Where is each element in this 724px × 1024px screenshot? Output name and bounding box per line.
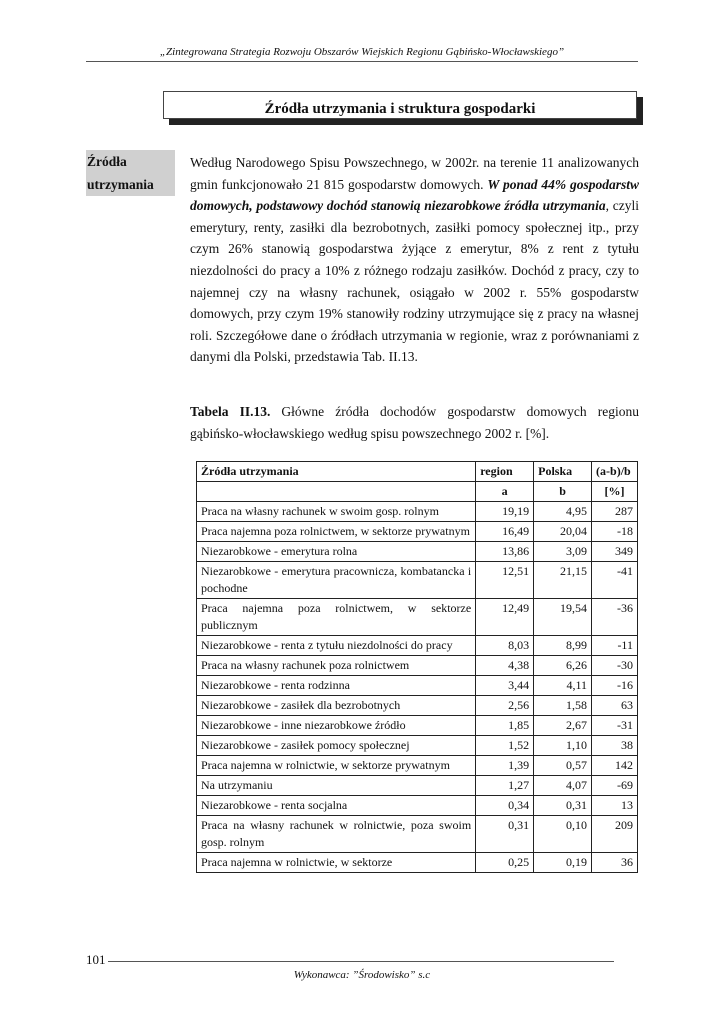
row-region: 19,19 xyxy=(476,502,534,522)
table-body xyxy=(197,502,638,873)
subheader-a: a xyxy=(476,482,534,502)
row-ratio: 349 xyxy=(592,542,638,562)
row-region: 12,49 xyxy=(476,599,534,636)
subheader-b: b xyxy=(534,482,592,502)
table-row xyxy=(197,816,638,853)
row-polska: 0,10 xyxy=(534,816,592,853)
row-region: 4,38 xyxy=(476,656,534,676)
row-polska: 4,11 xyxy=(534,676,592,696)
row-ratio: 36 xyxy=(592,853,638,873)
subheader-unit: [%] xyxy=(592,482,638,502)
row-ratio: 38 xyxy=(592,736,638,756)
row-region: 0,25 xyxy=(476,853,534,873)
row-polska: 4,95 xyxy=(534,502,592,522)
row-region: 16,49 xyxy=(476,522,534,542)
row-region: 12,51 xyxy=(476,562,534,599)
row-source: Niezarobkowe - emerytura pracownicza, kombatancka i pochodne xyxy=(197,562,476,599)
row-ratio: -41 xyxy=(592,562,638,599)
row-polska: 0,57 xyxy=(534,756,592,776)
paragraph-rest: , czyli emerytury, renty, zasiłki dla bezrobotnych, zasiłki pomocy społecznej itp., przy czym 26% stanowią gospodarstwa żyjące z emerytur, 8% z rent z tytułu niezdolności do pracy a 10% z różnego rodzaju zasiłków. Dochód z pracy, czy to najemnej czy na własny rachunek, osiągało w 2002 r. 55% gospodarstw domowych, przy czym 19% stanowiły rodziny utrzymujące się z pracy na własnej roli. Szczegółowe dane o źródłach utrzymania w regionie, wraz z porównaniami z danymi dla Polski, przedstawia Tab. II.13. xyxy=(190,198,639,365)
section-title: Źródła utrzymania i struktura gospodarki xyxy=(264,101,536,117)
row-source: Niezarobkowe - inne niezarobkowe źródło xyxy=(197,716,476,736)
running-header: „Zintegrowana Strategia Rozwoju Obszarów Wiejskich Regionu Gąbińsko-Włocławskiego” xyxy=(159,46,565,58)
row-polska: 6,26 xyxy=(534,656,592,676)
row-source: Praca najemna poza rolnictwem, w sektorze publicznym xyxy=(197,599,476,636)
side-label-line2: utrzymania xyxy=(87,177,154,192)
table-caption-text: Główne źródła dochodów gospodarstw domowych regionu gąbińsko-włocławskiego według spisu powszechnego 2002 r. [%]. xyxy=(190,404,639,441)
table-row xyxy=(197,502,638,522)
row-region: 3,44 xyxy=(476,676,534,696)
row-ratio: -16 xyxy=(592,676,638,696)
row-polska: 8,99 xyxy=(534,636,592,656)
row-region: 1,85 xyxy=(476,716,534,736)
row-source: Na utrzymaniu xyxy=(197,776,476,796)
side-label xyxy=(86,150,175,196)
row-ratio: -30 xyxy=(592,656,638,676)
table-row xyxy=(197,562,638,599)
table-row xyxy=(197,656,638,676)
table-subheader-row xyxy=(197,482,638,502)
row-region: 13,86 xyxy=(476,542,534,562)
paragraph-intro: Według Narodowego Spisu Powszechnego, w 2002r. na terenie 11 analizowanych gmin funkcjonowało 21 815 gospodarstw domowych. xyxy=(190,155,639,192)
income-sources-table xyxy=(196,461,638,873)
body-paragraph xyxy=(190,152,639,368)
row-source: Niezarobkowe - renta socjalna xyxy=(197,796,476,816)
row-region: 1,39 xyxy=(476,756,534,776)
table-row xyxy=(197,716,638,736)
row-ratio: -11 xyxy=(592,636,638,656)
table-row xyxy=(197,796,638,816)
header-ratio: (a-b)/b xyxy=(592,462,638,482)
table-row xyxy=(197,696,638,716)
row-source: Praca na własny rachunek poza rolnictwem xyxy=(197,656,476,676)
row-source: Niezarobkowe - emerytura rolna xyxy=(197,542,476,562)
row-source: Praca na własny rachunek w rolnictwie, poza swoim gosp. rolnym xyxy=(197,816,476,853)
header-polska: Polska xyxy=(534,462,592,482)
row-ratio: -31 xyxy=(592,716,638,736)
row-ratio: 63 xyxy=(592,696,638,716)
row-region: 1,27 xyxy=(476,776,534,796)
row-polska: 1,58 xyxy=(534,696,592,716)
row-ratio: 209 xyxy=(592,816,638,853)
paragraph-emphasis: W ponad 44% gospodarstw domowych, podstawowy dochód stanowią niezarobkowe źródła utrzymania xyxy=(190,176,639,214)
row-ratio: -18 xyxy=(592,522,638,542)
row-polska: 4,07 xyxy=(534,776,592,796)
row-source: Niezarobkowe - renta rodzinna xyxy=(197,676,476,696)
row-polska: 0,31 xyxy=(534,796,592,816)
row-ratio: -36 xyxy=(592,599,638,636)
table-row xyxy=(197,636,638,656)
table-row xyxy=(197,853,638,873)
row-polska: 3,09 xyxy=(534,542,592,562)
row-source: Niezarobkowe - renta z tytułu niezdolności do pracy xyxy=(197,636,476,656)
table-row xyxy=(197,542,638,562)
row-ratio: -69 xyxy=(592,776,638,796)
section-title-box xyxy=(163,91,637,119)
row-region: 0,34 xyxy=(476,796,534,816)
side-label-line1: Źródła xyxy=(87,154,127,169)
table-row xyxy=(197,599,638,636)
row-region: 0,31 xyxy=(476,816,534,853)
footer-rule xyxy=(108,961,614,962)
row-region: 2,56 xyxy=(476,696,534,716)
row-source: Niezarobkowe - zasiłek pomocy społecznej xyxy=(197,736,476,756)
row-source: Praca najemna w rolnictwie, w sektorze prywatnym xyxy=(197,756,476,776)
row-source: Praca najemna poza rolnictwem, w sektorze prywatnym xyxy=(197,522,476,542)
row-polska: 19,54 xyxy=(534,599,592,636)
row-region: 8,03 xyxy=(476,636,534,656)
row-ratio: 287 xyxy=(592,502,638,522)
table-row xyxy=(197,736,638,756)
row-ratio: 13 xyxy=(592,796,638,816)
header-source: Źródła utrzymania xyxy=(197,462,476,482)
page-number: 101 xyxy=(86,952,106,967)
table-row xyxy=(197,522,638,542)
table-caption xyxy=(190,401,639,444)
row-polska: 2,67 xyxy=(534,716,592,736)
table-row xyxy=(197,756,638,776)
table-caption-label: Tabela II.13. xyxy=(190,404,271,419)
row-polska: 20,04 xyxy=(534,522,592,542)
row-polska: 1,10 xyxy=(534,736,592,756)
running-footer: Wykonawca: ”Środowisko” s.c xyxy=(293,969,431,981)
row-ratio: 142 xyxy=(592,756,638,776)
header-region: region xyxy=(476,462,534,482)
subheader-empty xyxy=(197,482,476,502)
row-source: Niezarobkowe - zasiłek dla bezrobotnych xyxy=(197,696,476,716)
table-row xyxy=(197,776,638,796)
row-polska: 0,19 xyxy=(534,853,592,873)
row-polska: 21,15 xyxy=(534,562,592,599)
table-row xyxy=(197,676,638,696)
table-header-row xyxy=(197,462,638,482)
header-rule xyxy=(86,61,638,62)
row-region: 1,52 xyxy=(476,736,534,756)
row-source: Praca najemna w rolnictwie, w sektorze xyxy=(197,853,476,873)
row-source: Praca na własny rachunek w swoim gosp. rolnym xyxy=(197,502,476,522)
